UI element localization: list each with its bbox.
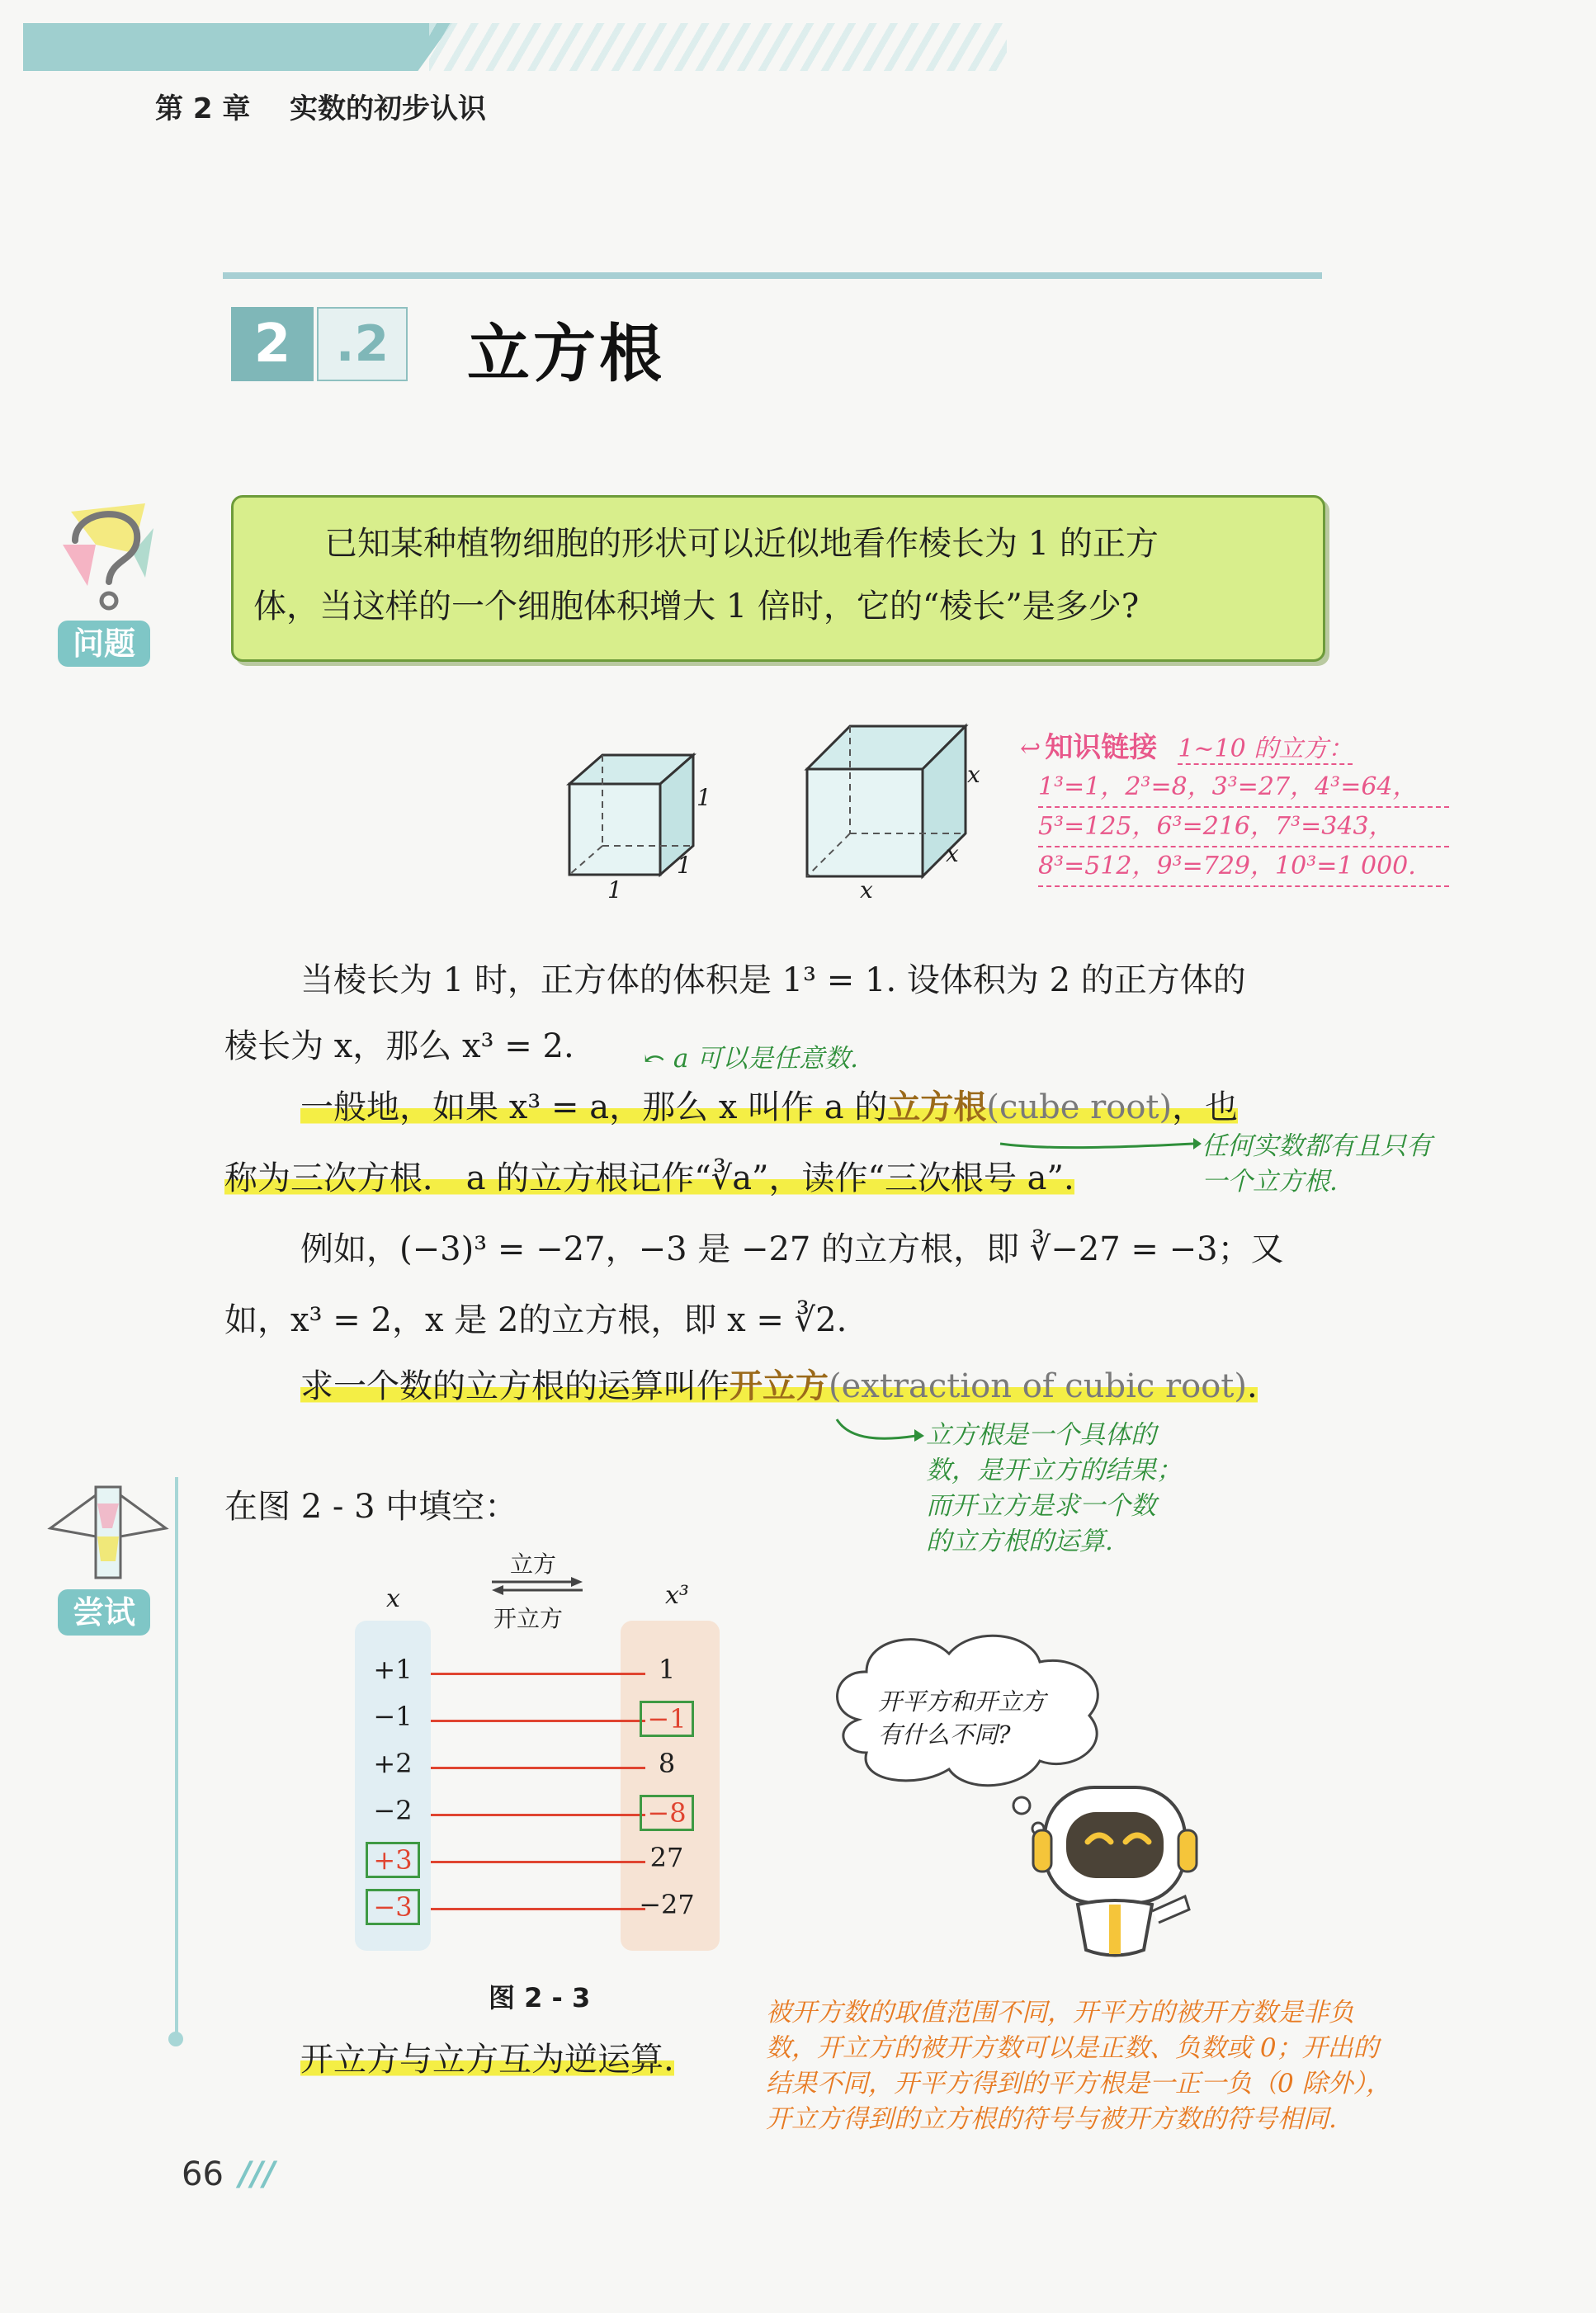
- knowledge-link: [1020, 725, 1449, 887]
- figure-row-x-value: +3: [366, 1842, 419, 1878]
- figure-row-x-value: −1: [373, 1701, 413, 1732]
- try-conclusion-text: 开立方与立方互为逆运算.: [300, 2041, 674, 2079]
- big-cube-depth-label: x: [946, 840, 959, 867]
- problem-label: 问题: [58, 621, 150, 667]
- header-band: [23, 23, 452, 71]
- figure-row: [355, 1790, 734, 1837]
- link-hook-icon: ↩: [1020, 734, 1041, 763]
- para-2-line-2: [224, 1144, 1074, 1213]
- note-def-line-2: 数，是开立方的结果；: [926, 1456, 1182, 1485]
- figure-row-x3-value: 8: [658, 1748, 676, 1779]
- small-cube-bottom-label: 1: [607, 876, 622, 904]
- chapter-heading: [155, 86, 486, 126]
- figure-row-x: [360, 1654, 426, 1685]
- try-icon: [46, 1479, 170, 1586]
- note-def-line-1: 立方根是一个具体的: [926, 1420, 1156, 1450]
- note-unique-root-line-1: 任何实数都有且只有: [1202, 1131, 1432, 1161]
- answer-note-line-2: 数，开立方的被开方数可以是正数、负数或 0；开出的: [766, 2033, 1379, 2063]
- note-definition: [926, 1418, 1182, 1560]
- figure-row: [355, 1837, 734, 1884]
- figure-row-connector: [431, 1908, 645, 1910]
- figure-row: [355, 1696, 734, 1743]
- figure-row-x3-value: 27: [649, 1842, 684, 1873]
- figure-col-x: x: [386, 1584, 400, 1613]
- robot-mascot-icon: [1020, 1773, 1210, 1962]
- big-cube-bottom-label: x: [860, 876, 873, 904]
- figure-rows: [355, 1649, 734, 1946]
- figure-row-x3-value: −1: [640, 1701, 693, 1737]
- note-unique-arrow: [999, 1134, 1202, 1154]
- figure-row-x3: [634, 1889, 700, 1920]
- figure-row-x3[interactable]: [634, 1701, 700, 1737]
- figure-row-x-value: −3: [366, 1889, 419, 1925]
- try-conclusion: [300, 2025, 674, 2094]
- section-num-sub: .2: [317, 307, 408, 381]
- answer-note-line-3: 结果不同，开平方得到的平方根是一正一负（0 除外），: [766, 2069, 1392, 2098]
- figure-row: [355, 1743, 734, 1790]
- page-number: [182, 2155, 275, 2193]
- try-label: 尝试: [58, 1589, 150, 1636]
- knowledge-link-title: 知识链接: [1045, 731, 1158, 764]
- thought-bubble: [825, 1629, 1122, 1794]
- section-title: 立方根: [467, 317, 665, 390]
- small-cube-depth-label: 1: [677, 852, 692, 879]
- figure-row-connector: [431, 1767, 645, 1769]
- section-num-main: 2: [231, 307, 314, 381]
- para-3-line-1: 例如，(−3)³ = −27，−3 是 −27 的立方根，即 ∛−27 = −3；又: [300, 1230, 1284, 1268]
- figure-row-x-value: −2: [373, 1795, 413, 1826]
- problem-line-2: 体，当这样的一个细胞体积增大 1 倍时，它的“棱长”是多少?: [253, 588, 1140, 625]
- note-def-line-3: 而开立方是求一个数: [926, 1491, 1156, 1521]
- figure-row-x: [360, 1795, 426, 1826]
- chapter-title: 实数的初步认识: [290, 92, 487, 125]
- term-cube-root-en: (cube root): [986, 1088, 1173, 1126]
- figure-row-x-value: +2: [373, 1748, 413, 1779]
- para-3-line-2: 如，x³ = 2，x 是 2的立方根，即 x = ∛2.: [224, 1301, 848, 1339]
- para-2-line-1: [300, 1073, 1238, 1142]
- answer-note: [766, 1995, 1391, 2137]
- problem-line-1: 已知某种植物细胞的形状可以近似地看作棱长为 1 的正方: [324, 525, 1159, 563]
- small-cube-side-label: 1: [696, 784, 711, 811]
- big-cube-figure: [800, 711, 990, 909]
- figure-row-x[interactable]: [360, 1842, 426, 1878]
- bubble-line-1: 开平方和开立方: [878, 1688, 1046, 1716]
- para-1-line-2: 棱长为 x，那么 x³ = 2.: [224, 1027, 574, 1065]
- figure-row-x3-value: −27: [639, 1889, 695, 1920]
- figure-row-x: [360, 1748, 426, 1779]
- figure-arrow-top-label: 立方: [510, 1551, 557, 1578]
- figure-double-arrow-icon: [492, 1576, 583, 1596]
- page-slash-decoration: ///: [238, 2155, 276, 2193]
- figure-row-x3: [634, 1654, 700, 1685]
- figure-row-x-value: +1: [373, 1654, 413, 1685]
- note-unique-root: [1202, 1129, 1432, 1200]
- figure-row-x3: [634, 1748, 700, 1779]
- note-a-text: a 可以是任意数.: [673, 1044, 859, 1074]
- figure-row-x3: [634, 1842, 700, 1873]
- para-2-line-1-b: ，也: [1172, 1088, 1239, 1126]
- try-rule-dot: [168, 2032, 183, 2046]
- para-2-line-2-text: 称为三次方根． a 的立方根记作“∛a”，读作“三次根号 a”.: [224, 1159, 1074, 1197]
- para-1-line-1: 当棱长为 1 时，正方体的体积是 1³ = 1. 设体积为 2 的正方体的: [300, 961, 1246, 999]
- figure-col-x3: x³: [665, 1581, 689, 1610]
- figure-row-x3[interactable]: [634, 1795, 700, 1831]
- note-def-arrow: [833, 1416, 924, 1446]
- figure-arrow-bottom-label: 开立方: [493, 1605, 564, 1632]
- figure-row-connector: [431, 1673, 645, 1675]
- figure-row-x[interactable]: [360, 1889, 426, 1925]
- knowledge-link-line-4: 8³=512，9³=729，10³=1 000.: [1038, 847, 1449, 887]
- knowledge-link-line-2: 1³=1，2³=8，3³=27，4³=64，: [1038, 768, 1449, 808]
- try-rule: [175, 1477, 178, 2038]
- try-instruction: 在图 2 - 3 中填空：: [224, 1488, 518, 1526]
- bubble-line-2: 有什么不同?: [878, 1721, 1011, 1749]
- figure-row-connector: [431, 1861, 645, 1863]
- figure-row-connector: [431, 1814, 645, 1816]
- figure-row: [355, 1649, 734, 1696]
- figure-row: [355, 1884, 734, 1931]
- knowledge-link-line-3: 5³=125，6³=216，7³=343，: [1038, 808, 1449, 847]
- term-extraction: 开立方: [730, 1367, 829, 1405]
- header-band-stripes: [429, 23, 1007, 71]
- problem-box: [231, 495, 1325, 662]
- page-number-text: 66: [182, 2155, 224, 2193]
- figure-row-x3-value: 1: [658, 1654, 676, 1685]
- question-mark-icon: [54, 495, 162, 619]
- para-4: [300, 1352, 1258, 1421]
- section-rule: [223, 272, 1322, 279]
- figure-row-x: [360, 1701, 426, 1732]
- para-2-line-1-a: 一般地，如果 x³ = a，那么 x 叫作 a 的: [300, 1088, 888, 1126]
- para-4-end: .: [1246, 1367, 1258, 1405]
- para-4-a: 求一个数的立方根的运算叫作: [300, 1367, 730, 1405]
- term-extraction-en: (extraction of cubic root): [829, 1367, 1247, 1405]
- figure-row-connector: [431, 1720, 645, 1722]
- small-cube-figure: [561, 743, 726, 908]
- note-a-any-number: [644, 1041, 858, 1077]
- note-unique-root-line-2: 一个立方根.: [1202, 1167, 1338, 1197]
- big-cube-side-label: x: [967, 761, 980, 788]
- answer-note-line-4: 开立方得到的立方根的符号与被开方数的符号相同.: [766, 2104, 1337, 2134]
- knowledge-link-line-1: 1~10 的立方：: [1178, 734, 1353, 763]
- figure-caption: 图 2 - 3: [489, 1982, 591, 2013]
- section-number-badge: [231, 307, 406, 381]
- figure-row-x3-value: −8: [640, 1795, 693, 1831]
- green-arrow-icon: ⤺: [644, 1044, 665, 1074]
- note-def-line-4: 的立方根的运算.: [926, 1527, 1113, 1556]
- chapter-number: 第 2 章: [155, 92, 251, 125]
- answer-note-line-1: 被开方数的取值范围不同，开平方的被开方数是非负: [766, 1998, 1354, 2027]
- term-cube-root: 立方根: [887, 1088, 987, 1126]
